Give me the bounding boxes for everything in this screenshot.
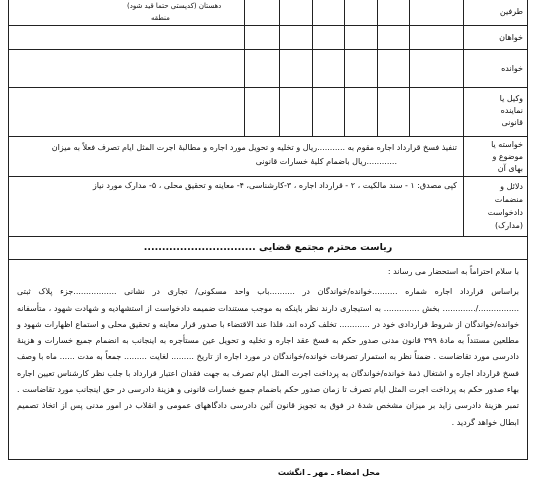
column-divider: [312, 0, 313, 25]
request-line: تنفیذ فسخ قرارداد اجاره مقوم به ...........ریال و تخلیه و تحویل مورد اجاره و مطالبهٔ اجرت المثل ایام تصرف فعلاً به میزان: [51, 143, 457, 152]
evidence-label: [463, 177, 527, 236]
representative-row: [9, 87, 527, 136]
column-divider: [409, 0, 410, 25]
representative-label-line: قانونی: [501, 118, 523, 127]
evidence-label-line: دادخواست: [487, 208, 523, 217]
parties-cells: [9, 0, 463, 25]
region-note: منطقه: [151, 14, 170, 22]
column-divider: [279, 88, 280, 136]
defendant-label: خوانده: [463, 50, 527, 87]
column-divider: [279, 26, 280, 49]
representative-label: [463, 88, 527, 136]
column-divider: [279, 50, 280, 87]
evidence-label-line: دلائل و: [500, 182, 523, 191]
defendant-cells: [9, 50, 463, 87]
request-label-line: بهای آن: [497, 164, 523, 173]
petition-body: [9, 259, 527, 459]
column-divider: [344, 26, 345, 49]
column-divider: [409, 50, 410, 87]
representative-label-line: نماینده: [500, 106, 523, 115]
request-label-line: موضوع و: [492, 152, 523, 161]
parties-label: طرفین: [463, 0, 527, 25]
column-divider: [409, 88, 410, 136]
plaintiff-cells: [9, 26, 463, 49]
parties-row: [9, 0, 527, 25]
column-divider: [344, 88, 345, 136]
column-divider: [377, 0, 378, 25]
column-divider: [244, 88, 245, 136]
request-label-line: خواسته یا: [491, 140, 523, 149]
plaintiff-row: [9, 25, 527, 49]
request-label: [463, 137, 527, 176]
request-row: [9, 136, 527, 176]
column-divider: [344, 50, 345, 87]
column-divider: [312, 50, 313, 87]
request-content: [9, 137, 463, 176]
column-divider: [312, 88, 313, 136]
court-title: ریاست محترم مجتمع قضایی ...............................: [9, 236, 527, 259]
evidence-content: [9, 177, 463, 236]
address-note: دهستان (کدپستی حتما قید شود): [127, 2, 222, 10]
petition-paragraph: براساس قرارداد اجاره شماره ..........خوانده/خواندگان در ..........باب واحد مسکونی/ تجاری در نشانی .................جزء پلاک ثبتی ................/............. بخش .............. به استیجاری دارند نظر باینکه به موجب مستندات ضمیمه دادخواست از استشهادیه و شهادت شهود ، متأسفانه خوانده/خواندگان از شروط قراردادی خود در ............ تخلف کرده اند، فلذا عند الاقتضاء با صدور قرار معاینه و تحقیق محلی و استماع اظهارات شهود و مطلعین مستنداً به مادهٔ ۳۹۹ قانون مدنی صدور حکم به فسخ عقد اجاره و تخلیه و تحویل عین مستأجره به اینجانب به انضمام جمیع خسارات و هزینهٔ دادرسی مورد تقاضاست . ضمناً نظر به استمرار تصرفات خوانده/خواندگان در مورد اجاره از تاریخ ......... لغایت ......... جمعاً به مدت ...... ماه با وصف فسخ قرارداد اجاره و اشتغال ذمهٔ خوانده/خواندگان به پرداخت اجرت المثل ایام تصرف به جهت فقدان اعتبار قرارداد با جلب نظر کارشناس تعیین اجاره بهاء صدور حکم به پرداخت اجرت المثل ایام تصرف تا زمان صدور حکم باضمام جمیع خسارات قانونی و هزینهٔ دادرسی در حق اینجانب مورد تقاضاست . تمبر هزینهٔ دادرسی زاید بر میزان مشخص شدهٔ در فوق به تجویز قانون آئین دادرسی دادگاههای عمومی و انقلاب در امور مدنی پس از اتخاذ تصمیم ابطال خواهد گردید .: [17, 287, 519, 427]
column-divider: [244, 26, 245, 49]
greeting-text: با سلام احتراماً به استحضار می رساند :: [387, 267, 519, 276]
evidence-text: کپی مصدق: ۱ - سند مالکیت ، ۲ - قرارداد اجاره ، ۳-کارشناسی، ۴- معاینه و تحقیق محلی ، ۵- مدارک مورد نیاز: [92, 181, 457, 190]
column-divider: [377, 50, 378, 87]
evidence-row: [9, 176, 527, 236]
column-divider: [344, 0, 345, 25]
representative-cells: [9, 88, 463, 136]
column-divider: [279, 0, 280, 25]
column-divider: [244, 50, 245, 87]
defendant-row: [9, 49, 527, 87]
evidence-label-line: منضمات: [494, 195, 523, 204]
signature-label: محل امضاء ـ مهر ـ انگشت: [277, 468, 380, 477]
column-divider: [312, 26, 313, 49]
evidence-label-line: (مدارک): [495, 221, 523, 230]
column-divider: [377, 88, 378, 136]
column-divider: [244, 0, 245, 25]
plaintiff-label: خواهان: [463, 26, 527, 49]
representative-label-line: وکیل یا: [499, 94, 523, 103]
request-line: ............ریال باضمام کلیهٔ خسارات قانونی: [255, 157, 397, 166]
column-divider: [377, 26, 378, 49]
column-divider: [409, 26, 410, 49]
petition-form-table: [8, 0, 528, 460]
